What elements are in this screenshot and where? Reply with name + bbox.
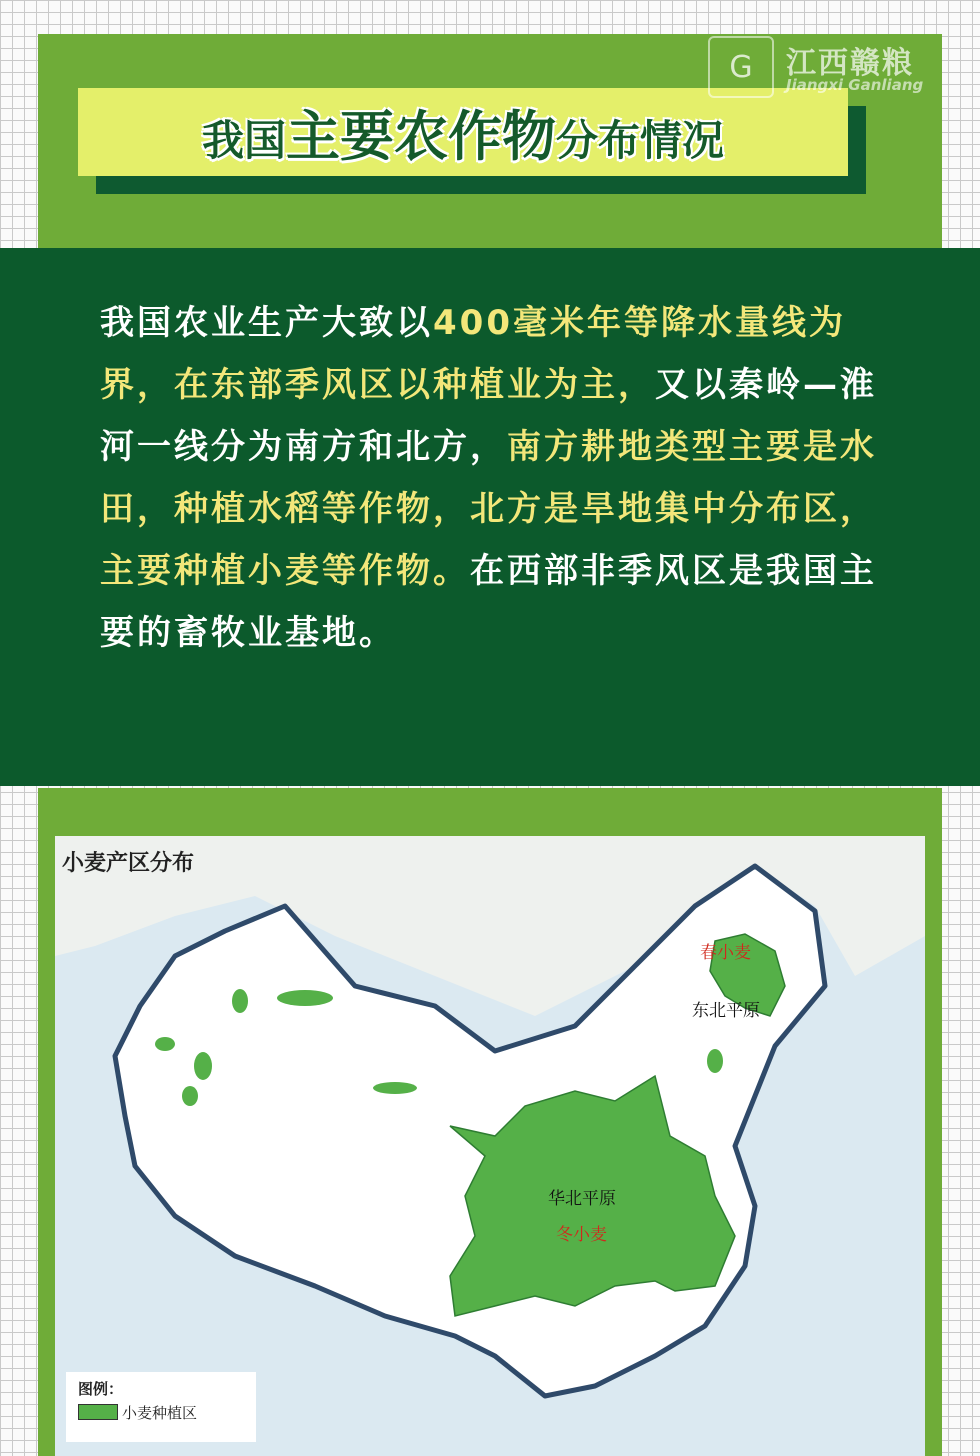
title-banner [78,88,848,176]
legend-title: 图例： [78,1380,124,1398]
wheat-patch [194,1052,212,1080]
wheat-patch [277,990,333,1006]
wheat-patch [155,1037,175,1051]
watermark [708,36,948,94]
page-title [202,94,724,171]
text-run-5: 在西部非季风区是我国主要的畜牧业基地。 [100,551,877,653]
watermark-name-en: Jiangxi Ganliang [786,76,924,94]
watermark-logo-icon: G [708,36,774,98]
text-run-3: 又以秦岭—淮河一线分为南方和北方， [100,365,877,467]
legend-label: 小麦种植区 [122,1404,198,1422]
wheat-patch [373,1082,417,1094]
text-run-1: 我国农业生产大致以 [100,303,433,343]
wheat-map [55,836,925,1456]
title-part-1: 我国 [201,115,286,165]
china-map-graphic [55,836,925,1456]
wheat-patch [232,989,248,1013]
title-part-2: 主要农作物 [286,103,556,168]
text-run-4: 南方耕地类型主要是水田，种植水稻等作物，北方是旱地集中分布区，主要种植小麦等作物。 [100,427,877,591]
wheat-patch [707,1049,723,1073]
map-title: 小麦产区分布 [62,851,195,876]
label-north-china-plain: 华北平原 [548,1189,616,1209]
label-winter-wheat: 冬小麦 [556,1225,607,1245]
label-spring-wheat: 春小麦 [700,943,751,963]
description-text [100,292,900,664]
title-part-3: 分布情况 [556,115,725,165]
wheat-patch [182,1086,198,1106]
watermark-name-cn: 江西赣粮 [786,46,914,81]
label-northeast-plain: 东北平原 [692,1001,760,1021]
legend-swatch [78,1404,118,1420]
text-run-2: 400毫米年等降水量线为界，在东部季风区以种植业为主， [100,303,846,405]
